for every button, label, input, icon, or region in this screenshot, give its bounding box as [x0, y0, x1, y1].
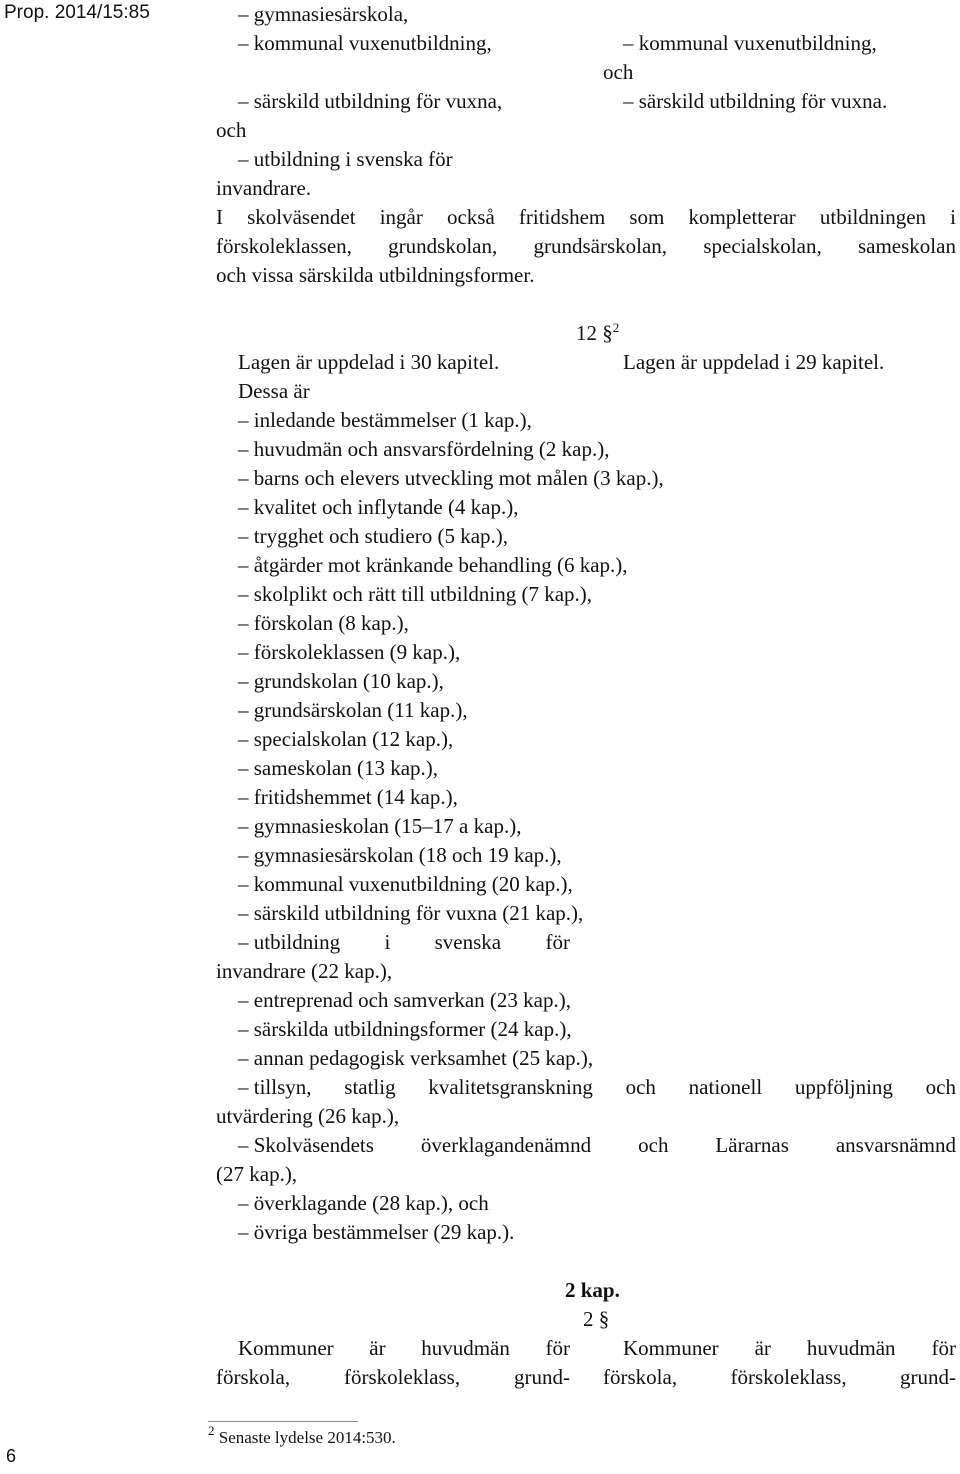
chapter-item: – inledande bestämmelser (1 kap.),	[238, 408, 532, 432]
chapter-item: – gymnasieskolan (15–17 a kap.),	[238, 814, 522, 838]
word: I	[216, 205, 223, 229]
left-top-item-4: – utbildning i svenska för	[238, 147, 453, 171]
chapter-item-continuation: (27 kap.),	[216, 1162, 298, 1186]
chapter-item-skolvasendets	[238, 1131, 956, 1160]
chapter-item: – sameskolan (13 kap.),	[238, 756, 439, 780]
chapter-item: – annan pedagogisk verksamhet (25 kap.),	[238, 1046, 594, 1070]
left-top-item-5: invandrare.	[216, 176, 312, 200]
chapter-item: – entreprenad och samverkan (23 kap.),	[238, 988, 571, 1012]
right-top-item-2: – särskild utbildning för vuxna.	[623, 89, 888, 113]
chapter-item-continuation: invandrare (22 kap.),	[216, 959, 393, 983]
word: och	[625, 1075, 656, 1099]
word: uppföljning	[794, 1075, 893, 1099]
word: – tillsyn,	[238, 1075, 312, 1099]
paragraph-line-2	[216, 232, 956, 261]
word: utbildningen	[819, 205, 927, 229]
word: kompletterar	[688, 205, 796, 229]
page-number: 6	[6, 1446, 17, 1466]
word: Kommuner	[623, 1336, 719, 1360]
dessa-text: Dessa är	[238, 379, 310, 403]
chapter-item: – barns och elevers utveckling mot målen (3 kap.),	[238, 466, 664, 490]
word: grundsärskolan,	[533, 234, 668, 258]
chapter-item: – specialskolan (12 kap.),	[238, 727, 454, 751]
word: är	[754, 1336, 771, 1360]
word: som	[629, 205, 665, 229]
chapter-item: – förskolan (8 kap.),	[238, 611, 409, 635]
chapter-item: – kvalitet och inflytande (4 kap.),	[238, 495, 519, 519]
paragraph-line-3: och vissa särskilda utbildningsformer.	[216, 263, 535, 287]
footnote-text: Senaste lydelse 2014:530.	[218, 1428, 396, 1447]
chapter-item: – särskilda utbildningsformer (24 kap.),	[238, 1017, 572, 1041]
word: skolväsendet	[247, 205, 356, 229]
chapter-item: – fritidshemmet (14 kap.),	[238, 785, 458, 809]
word: förskola,	[216, 1365, 291, 1389]
chapter-item: – övriga bestämmelser (29 kap.).	[238, 1220, 515, 1244]
word: nationell	[688, 1075, 763, 1099]
word: – Skolväsendets	[238, 1133, 374, 1157]
chapter-item: – kommunal vuxenutbildning (20 kap.),	[238, 872, 573, 896]
left-bottom-line-2	[216, 1363, 570, 1392]
word: ansvarsnämnd	[835, 1133, 956, 1157]
chapter-item: – trygghet och studiero (5 kap.),	[238, 524, 509, 548]
document-header: Prop. 2014/15:85	[4, 2, 150, 23]
footnote-number: 2	[208, 1423, 215, 1438]
word: förskoleklass,	[730, 1365, 847, 1389]
chapter-item: – särskild utbildning för vuxna (21 kap.),	[238, 901, 584, 925]
section-number: 12 §	[576, 321, 613, 345]
left-top-item-2: – särskild utbildning för vuxna,	[238, 89, 503, 113]
chapter-item: – åtgärder mot kränkande behandling (6 kap.),	[238, 553, 628, 577]
word: sameskolan	[857, 234, 956, 258]
chapter-item: – skolplikt och rätt till utbildning (7 kap.),	[238, 582, 593, 606]
word: grundskolan,	[388, 234, 498, 258]
section-12-heading	[576, 319, 619, 348]
chapter-item: – förskoleklassen (9 kap.),	[238, 640, 461, 664]
right-lagen-text: Lagen är uppdelad i 29 kapitel.	[623, 350, 885, 374]
chapter-item: – grundskolan (10 kap.),	[238, 669, 444, 693]
word: Kommuner	[238, 1336, 334, 1360]
word: förskoleklassen,	[216, 234, 352, 258]
word: och	[925, 1075, 956, 1099]
right-top-item-1: och	[603, 60, 634, 84]
word: för	[545, 930, 570, 954]
word: svenska	[434, 930, 502, 954]
word: ingår	[379, 205, 423, 229]
word: också	[446, 205, 495, 229]
footnote-divider	[208, 1421, 358, 1422]
chapter-item-utbildning	[238, 928, 570, 957]
right-top-item-0: – kommunal vuxenutbildning,	[623, 31, 877, 55]
chapter-item: – grundsärskolan (11 kap.),	[238, 698, 468, 722]
word: fritidshem	[518, 205, 606, 229]
word: huvudmän	[806, 1336, 896, 1360]
word: är	[369, 1336, 386, 1360]
word: grund-	[900, 1365, 956, 1389]
left-top-item-3: och	[216, 118, 247, 142]
chapter-item-continuation: utvärdering (26 kap.),	[216, 1104, 400, 1128]
footnote	[208, 1423, 396, 1448]
word: för	[545, 1336, 570, 1360]
section-2-heading: 2 §	[583, 1307, 610, 1331]
word: Lärarnas	[715, 1133, 789, 1157]
word: specialskolan,	[703, 234, 822, 258]
word: i	[950, 205, 956, 229]
word: huvudmän	[421, 1336, 510, 1360]
paragraph-line-1	[216, 203, 956, 232]
word: kvalitetsgranskning	[428, 1075, 593, 1099]
chapter-item: – överklagande (28 kap.), och	[238, 1191, 489, 1215]
word: – utbildning	[238, 930, 341, 954]
left-lagen-text: Lagen är uppdelad i 30 kapitel.	[238, 350, 500, 374]
chapter-item-tillsyn	[238, 1073, 956, 1102]
left-bottom-line-1	[238, 1334, 570, 1363]
word: för	[931, 1336, 956, 1360]
chapter-heading: 2 kap.	[565, 1278, 620, 1302]
word: i	[384, 930, 391, 954]
left-top-item-0: – gymnasiesärskola,	[238, 2, 409, 26]
chapter-item: – gymnasiesärskolan (18 och 19 kap.),	[238, 843, 562, 867]
word: överklagandenämnd	[420, 1133, 592, 1157]
word: förskoleklass,	[344, 1365, 461, 1389]
word: grund-	[514, 1365, 570, 1389]
right-bottom-line-2	[603, 1363, 956, 1392]
word: och	[638, 1133, 669, 1157]
word: förskola,	[603, 1365, 678, 1389]
footnote-ref: 2	[612, 320, 620, 335]
chapter-item: – huvudmän och ansvarsfördelning (2 kap.),	[238, 437, 610, 461]
right-bottom-line-1	[623, 1334, 956, 1363]
left-top-item-1: – kommunal vuxenutbildning,	[238, 31, 492, 55]
word: statlig	[344, 1075, 396, 1099]
